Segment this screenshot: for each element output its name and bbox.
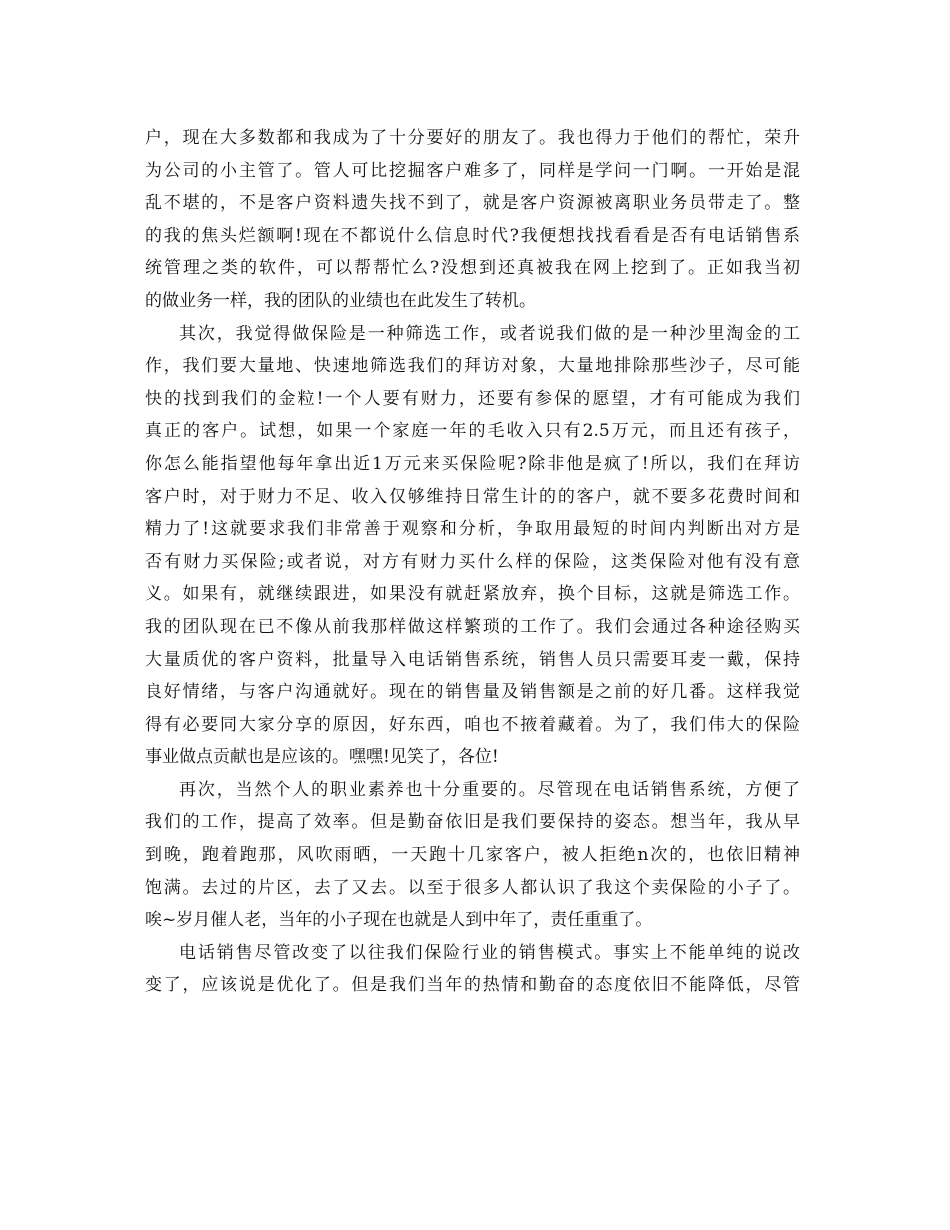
text-line: 其次，我觉得做保险是一种筛选工作，或者说我们做的是一种沙里淘金的工 xyxy=(179,323,800,344)
text-line: 否有财力买保险;或者说，对方有财力买什么样的保险，这类保险对他有没有意 xyxy=(145,551,800,572)
text-line: 你怎么能指望他每年拿出近1万元来买保险呢?除非他是疯了!所以，我们在拜访 xyxy=(145,453,800,474)
text-line: 的做业务一样，我的团队的业绩也在此发生了转机。 xyxy=(145,290,536,311)
text-line: 义。如果有，就继续跟进，如果没有就赶紧放弃，换个目标，这就是筛选工作。 xyxy=(145,584,800,605)
text-line: 我的团队现在已不像从前我那样做这样繁琐的工作了。我们会通过各种途径购买 xyxy=(145,616,800,637)
text-line: 饱满。去过的片区，去了又去。以至于很多人都认识了我这个卖保险的小子了。 xyxy=(145,877,800,898)
text-line: 客户时，对于财力不足、收入仅够维持日常生计的的客户，就不要多花费时间和 xyxy=(145,486,800,507)
document-body xyxy=(145,122,800,1002)
text-line: 户，现在大多数都和我成为了十分要好的朋友了。我也得力于他们的帮忙，荣升 xyxy=(145,128,800,148)
text-line: 事业做点贡献也是应该的。嘿嘿!见笑了，各位! xyxy=(145,747,499,768)
text-line: 大量质优的客户资料，批量导入电话销售系统，销售人员只需要耳麦一戴，保持 xyxy=(145,649,800,670)
text-line: 变了，应该说是优化了。但是我们当年的热情和勤奋的态度依旧不能降低，尽管 xyxy=(145,975,800,996)
text-line: 统管理之类的软件，可以帮帮忙么?没想到还真被我在网上挖到了。正如我当初 xyxy=(145,258,800,279)
text-line: 到晚，跑着跑那，风吹雨晒，一天跑十几家客户，被人拒绝n次的，也依旧精神 xyxy=(145,845,800,866)
text-line: 作，我们要大量地、快速地筛选我们的拜访对象，大量地排除那些沙子，尽可能 xyxy=(145,356,800,377)
text-line: 电话销售尽管改变了以往我们保险行业的销售模式。事实上不能单纯的说改 xyxy=(179,942,800,963)
text-line: 得有必要同大家分享的原因，好东西，咱也不掖着藏着。为了，我们伟大的保险 xyxy=(145,714,800,735)
text-line: 唉~岁月催人老，当年的小子现在也就是人到中年了，责任重重了。 xyxy=(145,910,653,931)
text-line: 我们的工作，提高了效率。但是勤奋依旧是我们要保持的姿态。想当年，我从早 xyxy=(145,812,800,833)
text-line: 良好情绪，与客户沟通就好。现在的销售量及销售额是之前的好几番。这样我觉 xyxy=(145,682,800,703)
text-line: 为公司的小主管了。管人可比挖掘客户难多了，同样是学问一门啊。一开始是混 xyxy=(145,160,800,181)
text-line: 乱不堪的，不是客户资料遗失找不到了，就是客户资源被离职业务员带走了。整 xyxy=(145,193,800,214)
text-line: 再次，当然个人的职业素养也十分重要的。尽管现在电话销售系统，方便了 xyxy=(179,779,800,800)
text-line: 真正的客户。试想，如果一个家庭一年的毛收入只有2.5万元，而且还有孩子， xyxy=(145,421,800,442)
text-line: 快的找到我们的金粒!一个人要有财力，还要有参保的愿望，才有可能成为我们 xyxy=(145,388,800,409)
text-line: 精力了!这就要求我们非常善于观察和分析，争取用最短的时间内判断出对方是 xyxy=(145,519,800,540)
text-line: 的我的焦头烂额啊!现在不都说什么信息时代?我便想找找看看是否有电话销售系 xyxy=(145,225,800,246)
